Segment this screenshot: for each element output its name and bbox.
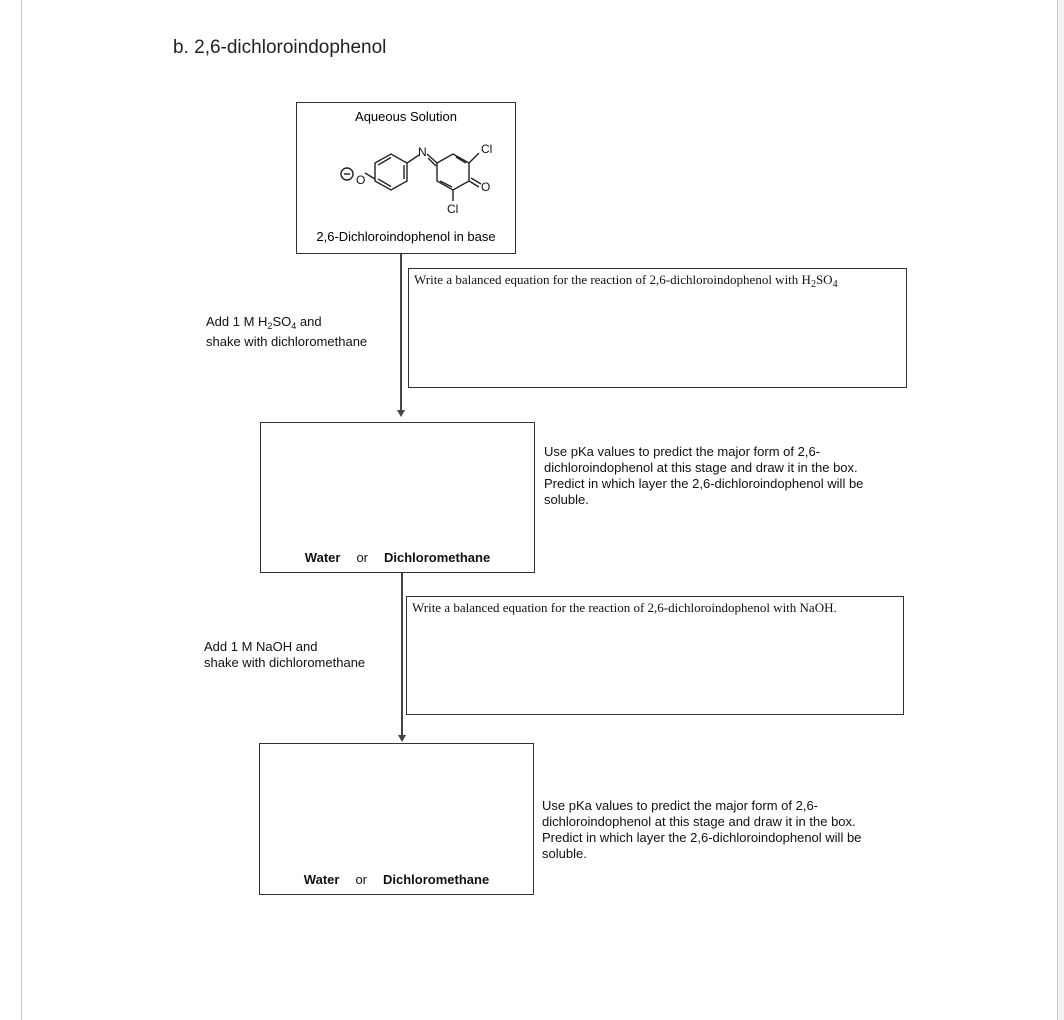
equation-prompt-naoh: Write a balanced equation for the reaction of 2,6-dichloroindophenol with NaOH. — [412, 600, 837, 615]
step-1-line-2: shake with dichloromethane — [206, 334, 368, 349]
phenoxide-o-label: O — [356, 173, 366, 187]
phenol-ring — [375, 154, 407, 190]
flow-arrow-1-head — [397, 410, 405, 417]
note-2-line-4: soluble. — [542, 846, 587, 861]
note-2-line-3: Predict in which layer the 2,6-dichloroindophenol will be — [542, 830, 862, 845]
note-1-line-2: dichloroindophenol at this stage and draw it in the box. — [544, 460, 858, 475]
ketone-o-label: O — [481, 180, 491, 194]
step-1-instruction — [206, 314, 367, 350]
dichloromethane-option[interactable]: Dichloromethane — [383, 872, 490, 887]
draw-box-base-stage[interactable] — [259, 743, 534, 895]
or-text: or — [356, 550, 368, 565]
part-heading: b. 2,6-dichloroindophenol — [173, 37, 387, 58]
chlorine-top-label: Cl — [481, 142, 493, 156]
step-2-line-1: Add 1 M NaOH and — [204, 639, 318, 654]
draw-box-acid-stage[interactable] — [260, 422, 535, 573]
aqueous-solution-title: Aqueous Solution — [355, 109, 457, 124]
flow-arrow-2-head — [398, 735, 406, 742]
page-left-border — [21, 0, 22, 1020]
flow-arrow-1-shaft — [400, 254, 402, 411]
scrollbar[interactable] — [1058, 0, 1064, 1020]
water-option[interactable]: Water — [303, 872, 340, 887]
chlorine-bottom-label: Cl — [447, 202, 459, 216]
equation-box-naoh[interactable] — [406, 596, 904, 715]
nitrogen-label: N — [418, 145, 427, 159]
step-2-line-2: shake with dichloromethane — [204, 655, 366, 670]
layer-choice-1 — [261, 550, 534, 565]
equation-prompt-h2so4: Write a balanced equation for the reaction of 2,6-dichloroindophenol with $H_2SO_4$ — [414, 272, 838, 290]
quinone-ring — [437, 154, 469, 190]
flow-arrow-2-shaft — [401, 573, 403, 736]
aqueous-solution-box — [296, 102, 516, 254]
dichloromethane-option[interactable]: Dichloromethane — [384, 550, 491, 565]
equation-box-h2so4[interactable] — [408, 268, 907, 388]
step-2-instruction — [204, 639, 365, 671]
note-1-line-3: Predict in which layer the 2,6-dichloroindophenol will be — [544, 476, 864, 491]
or-text: or — [355, 872, 367, 887]
note-1-line-1: Use pKa values to predict the major form of 2,6- — [544, 444, 821, 459]
step-1-line-1: Add 1 M $H_2SO_4$ and — [206, 314, 322, 331]
water-option[interactable]: Water — [304, 550, 341, 565]
note-2-line-2: dichloroindophenol at this stage and draw it in the box. — [542, 814, 856, 829]
aqueous-solution-caption: 2,6-Dichloroindophenol in base — [316, 229, 496, 244]
predict-note-2 — [542, 798, 922, 862]
predict-note-1 — [544, 444, 924, 508]
layer-choice-2 — [260, 872, 533, 887]
indophenolate-structure — [303, 121, 509, 221]
note-2-line-1: Use pKa values to predict the major form of 2,6- — [542, 798, 819, 813]
note-1-line-4: soluble. — [544, 492, 589, 507]
